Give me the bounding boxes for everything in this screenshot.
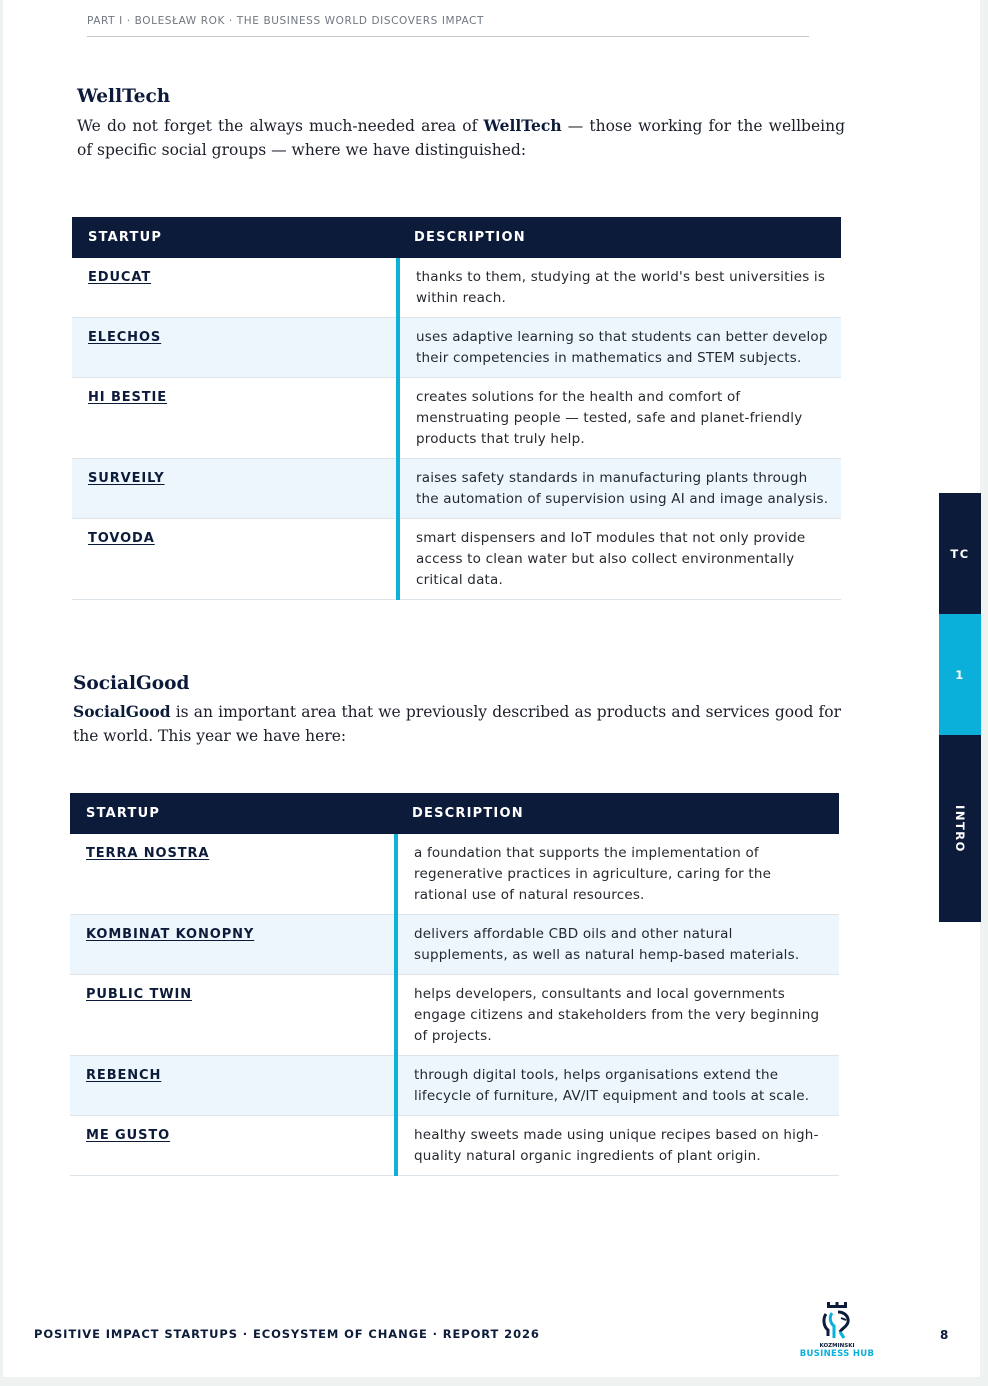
table-row — [72, 378, 841, 459]
column-header-startup: STARTUP — [72, 217, 398, 258]
table-row — [70, 1056, 839, 1116]
startup-name-link[interactable]: PUBLIC TWIN — [70, 975, 396, 1056]
startup-name-link[interactable]: HI BESTIE — [72, 378, 398, 459]
table-row — [72, 258, 841, 318]
side-tab-label: 1 — [955, 667, 965, 682]
table-row — [70, 834, 839, 915]
table-row — [72, 519, 841, 600]
startup-name-link[interactable]: REBENCH — [70, 1056, 396, 1116]
column-header-startup: STARTUP — [70, 793, 396, 834]
startup-name-link[interactable]: ME GUSTO — [70, 1116, 396, 1176]
side-tab-tc[interactable] — [939, 493, 981, 614]
logo-text-bottom: BUSINESS HUB — [799, 1349, 875, 1359]
intro-bold: WellTech — [483, 116, 562, 135]
startup-description: a foundation that supports the implementation of regenerative practices in agriculture, caring for the rational use of natural resources. — [396, 834, 839, 915]
startup-name-link[interactable]: ELECHOS — [72, 318, 398, 378]
startup-name-link[interactable]: EDUCAT — [72, 258, 398, 318]
startup-description: creates solutions for the health and comfort of menstruating people — tested, safe and planet-friendly products that truly help. — [398, 378, 841, 459]
startup-description: raises safety standards in manufacturing plants through the automation of supervision using AI and image analysis. — [398, 459, 841, 519]
table-row — [70, 915, 839, 975]
startup-name-link[interactable]: TERRA NOSTRA — [70, 834, 396, 915]
logo-text-top: KOZMINSKI — [819, 1343, 855, 1349]
intro-text: is an important area that we previously described as products and services good for the world. This year we have here: — [73, 703, 841, 745]
table-row — [72, 459, 841, 519]
footer-report-title: POSITIVE IMPACT STARTUPS · ECOSYSTEM OF CHANGE · REPORT 2026 — [34, 1327, 540, 1341]
startup-description: thanks to them, studying at the world's best universities is within reach. — [398, 258, 841, 318]
column-header-description: DESCRIPTION — [398, 217, 841, 258]
table-row — [70, 1116, 839, 1176]
running-header: PART I · BOLESŁAW ROK · THE BUSINESS WORLD DISCOVERS IMPACT — [87, 15, 809, 37]
intro-text: We do not forget the always much-needed area of — [77, 117, 484, 135]
startup-description: delivers affordable CBD oils and other natural supplements, as well as natural hemp-based materials. — [396, 915, 839, 975]
startup-table-socialgood — [70, 793, 839, 1176]
intro-text: — those working for the wellbeing of specific social groups — where we have distinguished: — [77, 117, 845, 159]
startup-name-link[interactable]: KOMBINAT KONOPNY — [70, 915, 396, 975]
startup-description: healthy sweets made using unique recipes based on high-quality natural organic ingredients of plant origin. — [396, 1116, 839, 1176]
table-header-row — [72, 217, 841, 258]
section-intro-welltech — [77, 114, 845, 162]
section-title-socialgood: SocialGood — [73, 673, 190, 694]
page-number: 8 — [940, 1328, 949, 1342]
startup-description: through digital tools, helps organisations extend the lifecycle of furniture, AV/IT equipment and tools at scale. — [396, 1056, 839, 1116]
startup-description: smart dispensers and IoT modules that not only provide access to clean water but also collect environmentally critical data. — [398, 519, 841, 600]
kozminski-business-hub-logo — [797, 1302, 877, 1366]
table-row — [70, 975, 839, 1056]
section-intro-socialgood — [73, 700, 841, 748]
page — [3, 0, 980, 1377]
side-tab-label: INTRO — [953, 804, 968, 853]
column-header-description: DESCRIPTION — [396, 793, 839, 834]
table-header-row — [70, 793, 839, 834]
side-tab-intro[interactable] — [939, 735, 981, 922]
lion-crest-icon — [819, 1302, 855, 1342]
startup-name-link[interactable]: SURVEILY — [72, 459, 398, 519]
table-row — [72, 318, 841, 378]
side-nav-tabs — [939, 493, 981, 922]
startup-description: uses adaptive learning so that students can better develop their competencies in mathematics and STEM subjects. — [398, 318, 841, 378]
startup-table-welltech — [72, 217, 841, 600]
side-tab-chapter-1[interactable] — [939, 614, 981, 735]
intro-bold: SocialGood — [73, 702, 171, 721]
startup-name-link[interactable]: TOVODA — [72, 519, 398, 600]
startup-description: helps developers, consultants and local governments engage citizens and stakeholders from the very beginning of projects. — [396, 975, 839, 1056]
side-tab-label: TC — [950, 546, 970, 561]
section-title-welltech: WellTech — [77, 86, 171, 107]
